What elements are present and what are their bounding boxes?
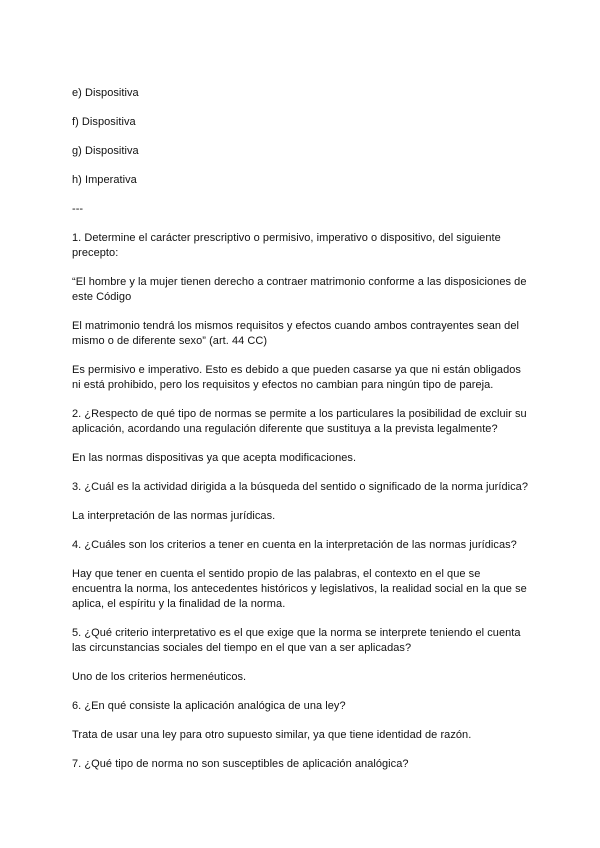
answer-5: Uno de los criterios hermenéuticos. (72, 671, 247, 683)
question-5: 5. ¿Qué criterio interpretativo es el que exige que la norma se interprete teniendo el cuenta las circunstancias sociales del tiempo en el que van a ser aplicadas? (72, 627, 521, 654)
answer-1: Es permisivo e imperativo. Esto es debido a que pueden casarse ya que ni están obligados ni está prohibido, pero los requisitos y efectos no cambian para ningún tipo de pareja. (72, 364, 521, 391)
question-1-quote-part-2: El matrimonio tendrá los mismos requisitos y efectos cuando ambos contrayentes sean del mismo o de diferente sexo” (art. 44 CC) (72, 320, 520, 347)
answer-line-g: g) Dispositiva (72, 145, 139, 157)
question-4: 4. ¿Cuáles son los criterios a tener en cuenta en la interpretación de las normas jurídicas? (72, 539, 517, 551)
answer-line-e: e) Dispositiva (72, 87, 139, 99)
document-body (72, 86, 532, 786)
section-separator: --- (72, 203, 84, 215)
answer-line-f: f) Dispositiva (72, 116, 136, 128)
question-1: 1. Determine el carácter prescriptivo o permisivo, imperativo o dispositivo, del siguiente precepto: (72, 232, 501, 259)
answer-3: La interpretación de las normas jurídicas. (72, 510, 276, 522)
question-7: 7. ¿Qué tipo de norma no son susceptibles de aplicación analógica? (72, 758, 409, 770)
question-3: 3. ¿Cuál es la actividad dirigida a la búsqueda del sentido o significado de la norma jurídica? (72, 481, 529, 493)
question-2: 2. ¿Respecto de qué tipo de normas se permite a los particulares la posibilidad de excluir su aplicación, acordando una regulación diferente que sustituya a la prevista legalmente? (72, 408, 527, 435)
question-6: 6. ¿En qué consiste la aplicación analógica de una ley? (72, 700, 346, 712)
question-1-quote-part-1: “El hombre y la mujer tienen derecho a contraer matrimonio conforme a las disposiciones de este Código (72, 276, 527, 303)
answer-2: En las normas dispositivas ya que acepta modificaciones. (72, 452, 357, 464)
answer-4: Hay que tener en cuenta el sentido propio de las palabras, el contexto en el que se encuentra la norma, los antecedentes históricos y legislativos, la realidad social en la que se aplica, el espíritu y la finalidad de la norma. (72, 568, 527, 610)
answer-line-h: h) Imperativa (72, 174, 137, 186)
answer-6: Trata de usar una ley para otro supuesto similar, ya que tiene identidad de razón. (72, 729, 472, 741)
